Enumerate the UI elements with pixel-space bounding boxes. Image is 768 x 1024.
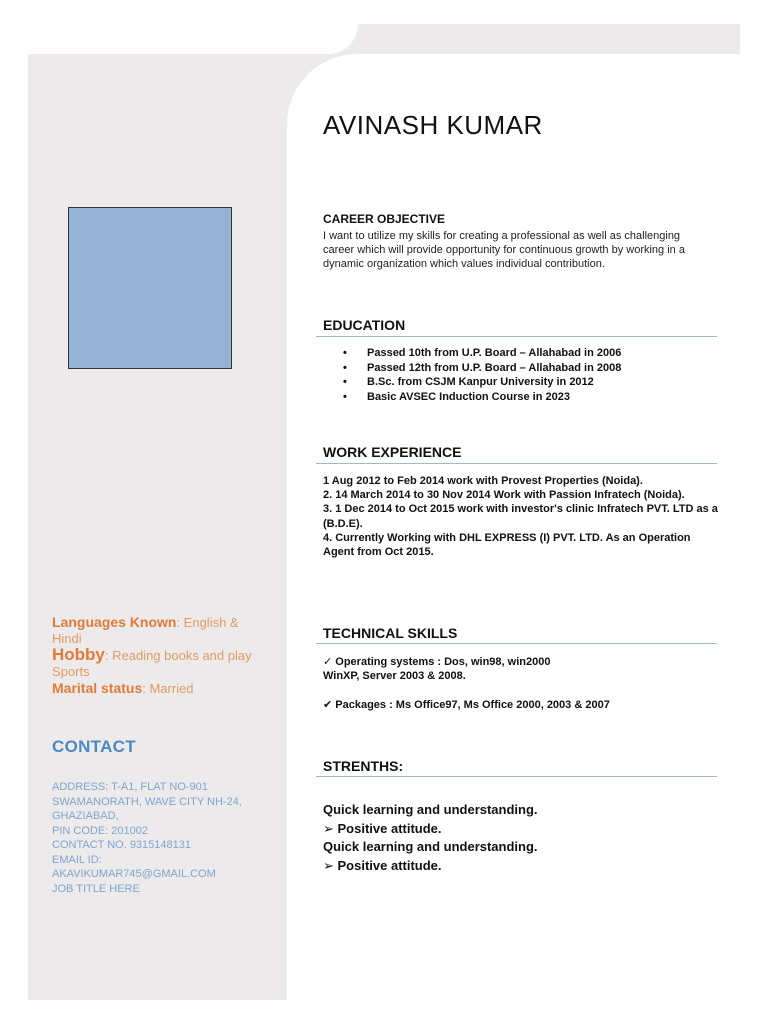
contact-line: CONTACT NO. 9315148131: [52, 839, 191, 851]
strengths-list: [323, 801, 538, 875]
skills-divider: [316, 643, 717, 644]
skills-heading: TECHNICAL SKILLS: [323, 625, 458, 641]
skills-packages: ✔ Packages : Ms Office97, Ms Office 2000, 2003 & 2007: [323, 699, 610, 711]
work-line: 1 Aug 2012 to Feb 2014 work with Provest Properties (Noida).: [323, 475, 643, 487]
contact-line: GHAZIABAD,: [52, 810, 119, 822]
work-divider: [316, 463, 717, 464]
work-line: 2. 14 March 2014 to 30 Nov 2014 Work with Passion Infratech (Noida).: [323, 489, 685, 502]
marital-value: : Married: [142, 681, 194, 696]
strengths-heading: STRENTHS:: [323, 758, 404, 774]
list-item: • B.Sc. from CSJM Kanpur University in 2012: [343, 375, 621, 390]
contact-heading: CONTACT: [52, 737, 136, 756]
list-item: Quick learning and understanding.: [323, 839, 538, 854]
education-list: [343, 346, 621, 404]
list-item: Quick learning and understanding.: [323, 802, 538, 817]
work-line: 3. 1 Dec 2014 to Oct 2015 work with investor's clinic Infratech PVT. LTD as a (B.D.E).: [323, 503, 718, 530]
marital-line: [52, 680, 257, 697]
personal-info: [52, 614, 257, 697]
languages-value: : English & Hindi: [52, 615, 239, 646]
contact-line: SWAMANORATH, WAVE CITY NH-24,: [52, 795, 242, 808]
hobby-line: [52, 647, 257, 680]
contact-line: PIN CODE: 201002: [52, 824, 148, 837]
contact-line: EMAIL ID:: [52, 853, 102, 866]
hobby-value: : Reading books and play Sports: [52, 648, 252, 679]
strengths-divider: [316, 776, 717, 777]
languages-line: [52, 614, 257, 647]
work-details: [323, 474, 718, 559]
contact-details: [52, 780, 272, 896]
work-heading: WORK EXPERIENCE: [323, 444, 462, 460]
languages-key: Languages Known: [52, 614, 177, 630]
contact-line: ADDRESS: T-A1, FLAT NO-901: [52, 781, 208, 793]
list-item: • Passed 12th from U.P. Board – Allahabad in 2008: [343, 361, 621, 376]
top-curve: [28, 24, 358, 54]
list-item: • Passed 10th from U.P. Board – Allahabad in 2006: [343, 346, 621, 361]
list-item: • Basic AVSEC Induction Course in 2023: [343, 390, 621, 405]
list-item: ➢ Positive attitude.: [323, 820, 442, 836]
list-item: ➢ Positive attitude.: [323, 857, 442, 873]
objective-text: I want to utilize my skills for creating a professional as well as challenging career which will provide opportunity for continuous growth by working in a dynamic organization which values individual contribution.: [323, 230, 685, 270]
hobby-key: Hobby: [52, 645, 105, 664]
skills-os: [323, 655, 550, 683]
contact-line: JOB TITLE HERE: [52, 882, 140, 895]
skills-os-line: WinXP, Server 2003 & 2008.: [323, 670, 466, 683]
profile-photo-placeholder: [68, 207, 232, 369]
work-line: 4. Currently Working with DHL EXPRESS (I) PVT. LTD. As an Operation Agent from Oct 2015.: [323, 531, 691, 559]
candidate-name: AVINASH KUMAR: [323, 110, 543, 140]
objective-heading: CAREER OBJECTIVE: [323, 212, 446, 226]
contact-line: AKAVIKUMAR745@GMAIL.COM: [52, 868, 216, 880]
education-heading: EDUCATION: [323, 317, 406, 333]
education-divider: [316, 336, 717, 337]
marital-key: Marital status: [52, 680, 143, 696]
skills-os-line: ✓ Operating systems : Dos, win98, win2000: [323, 656, 551, 668]
